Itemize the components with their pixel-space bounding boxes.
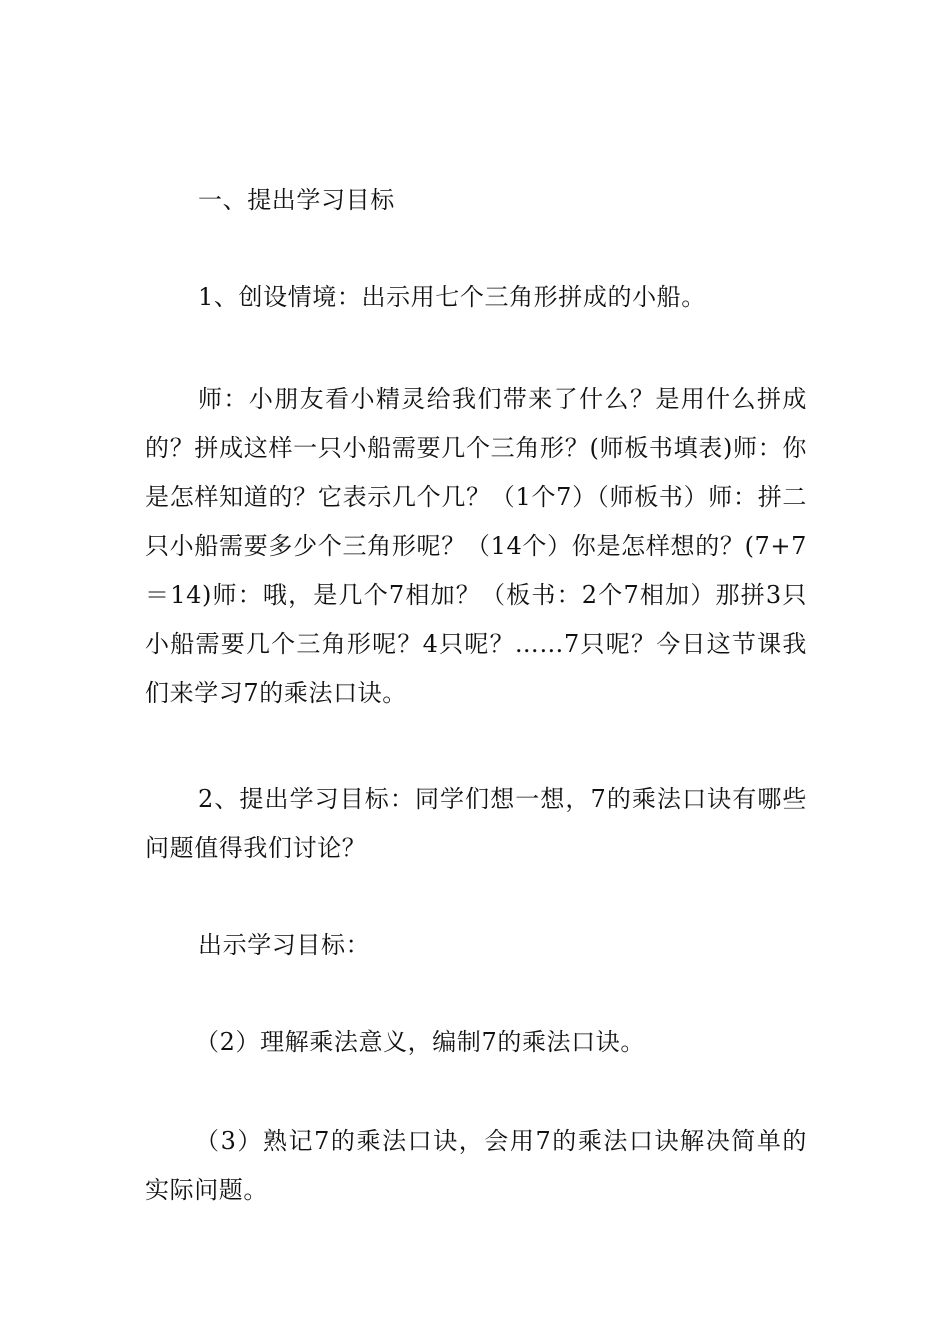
- learning-goal-2: （2）理解乘法意义，编制7的乘法口诀。: [195, 1028, 645, 1056]
- paragraph-show-goals: 出示学习目标：: [198, 931, 371, 959]
- section-heading: 一、提出学习目标: [198, 186, 395, 214]
- paragraph-propose-goals: 2、提出学习目标：同学们想一想，7的乘法口诀有哪些问题值得我们讨论？: [145, 785, 807, 862]
- paragraph-teacher-dialogue: 师：小朋友看小精灵给我们带来了什么？是用什么拼成的？拼成这样一只小船需要几个三角形？(师板书填表)师：你是怎样知道的？它表示几个几？（1个7）（师板书）师：拼二只小船需要多少个三角形呢？（14个）你是怎样想的？(7+7＝14)师：哦，是几个7相加？（板书：2个7相加）那拼3只小船需要几个三角形呢？4只呢？……7只呢？今日这节课我们来学习7的乘法口诀。: [145, 385, 807, 707]
- paragraph-create-situation: 1、创设情境：出示用七个三角形拼成的小船。: [198, 283, 706, 311]
- learning-goal-3: （3）熟记7的乘法口诀，会用7的乘法口诀解决简单的实际问题。: [145, 1127, 807, 1204]
